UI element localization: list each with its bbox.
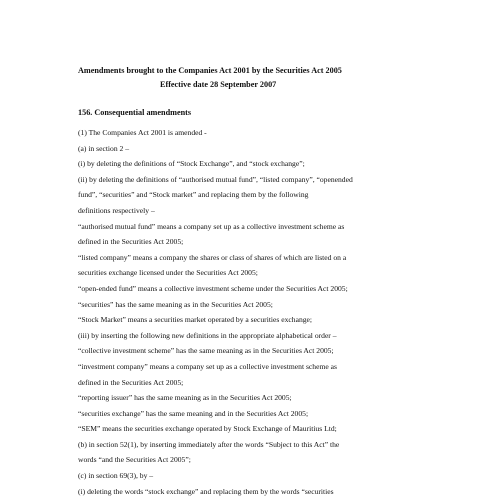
text-line: “authorised mutual fund” means a company set up as a collective investment scheme as [78,221,345,231]
text-line: (1) The Companies Act 2001 is amended - [78,128,207,137]
text-line: “Stock Market” means a securities market operated by a securities exchange; [78,315,313,325]
text-line: “securities exchange” has the same meaning and in the Securities Act 2005; [78,408,309,418]
text-line: (ii) by deleting the definitions of “authorised mutual fund”, “listed company”, “openended [78,174,353,184]
text-line: securities exchange licensed under the Securities Act 2005; [78,268,258,278]
text-line: defined in the Securities Act 2005; [78,237,184,247]
text-line: “collective investment scheme” has the same meaning as in the Securities Act 2005; [78,346,334,356]
text-line: (c) in section 69(3), by – [78,471,154,481]
text-line: definitions respectively – [78,205,155,215]
text-line: (b) in section 52(1), by inserting immediately after the words “Subject to this Act” the [78,439,340,449]
text-line: “securities” has the same meaning as in the Securities Act 2005; [78,299,273,309]
text-line: (i) by deleting the definitions of “Stock Exchange”, and “stock exchange”; [78,159,305,169]
text-line: “SEM” means the securities exchange operated by Stock Exchange of Mauritius Ltd; [78,424,337,434]
text-line: “investment company” means a company set up as a collective investment scheme as [78,361,337,371]
text-line: words “and the Securities Act 2005”; [78,455,191,465]
document-title: Amendments brought to the Companies Act 2001 by the Securities Act 2005 [78,66,342,75]
text-line: defined in the Securities Act 2005; [78,377,184,387]
effective-date: Effective date 28 September 2007 [160,80,277,89]
section-heading: 156. Consequential amendments [78,108,192,117]
text-line: (iii) by inserting the following new definitions in the appropriate alphabetical order – [78,330,337,340]
text-line: “open-ended fund” means a collective investment scheme under the Securities Act 2005; [78,283,348,293]
text-line: “listed company” means a company the shares or class of shares of which are listed on a [78,252,347,262]
text-line: (a) in section 2 – [78,143,130,153]
section-body [78,125,418,499]
text-line: (i) deleting the words “stock exchange” and replacing them by the words “securities [78,486,334,496]
text-line: fund”, “securities” and “Stock market” and replacing them by the following [78,190,309,200]
text-line: “reporting issuer” has the same meaning as in the Securities Act 2005; [78,393,292,403]
